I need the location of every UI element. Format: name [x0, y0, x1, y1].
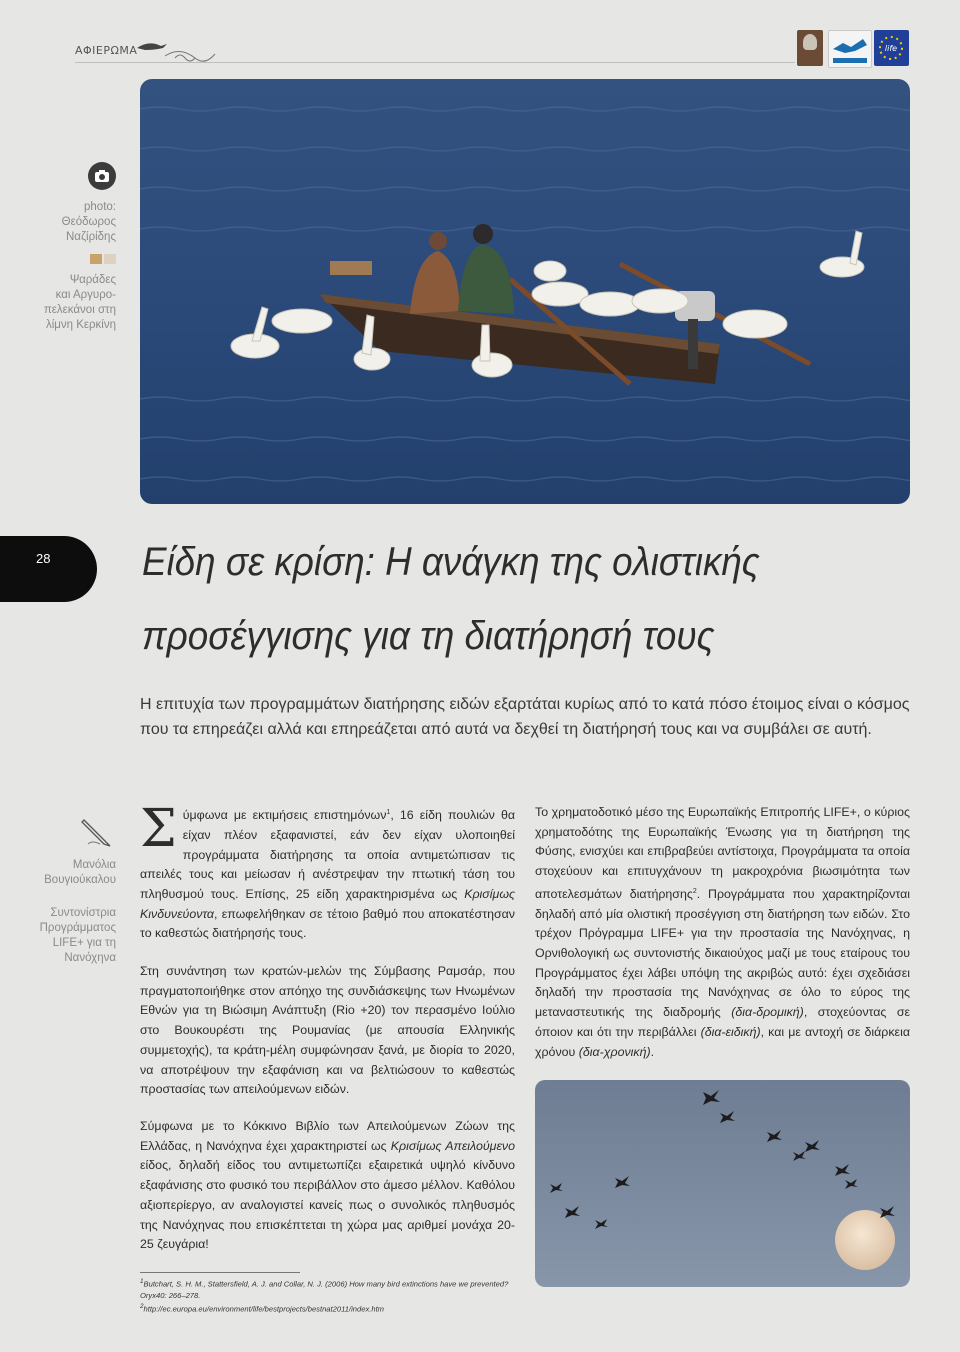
bird-sketch-logo	[135, 36, 220, 68]
author-name-line: Βουγιούκαλου	[44, 874, 116, 886]
photo-credit-name-line-1: Θεόδωρος	[61, 216, 116, 228]
life-eu-logo	[874, 30, 909, 66]
column-1-continued	[140, 1117, 515, 1267]
article-lead: Η επιτυχία των προγραμμάτων διατήρησης ειδών εξαρτάται κυρίως από το κατά πόσο έτοιμος είναι ο κόσμος που τα επηρεάζει αλλά και επηρεάζεται από αυτά να δεχθεί τη διατήρησή τους και να συμβάλει σε αυτή.	[140, 696, 910, 738]
column-1	[140, 799, 515, 1112]
author-role-line: Νανόχηνα	[64, 952, 116, 964]
article-title	[142, 534, 869, 664]
header-rule	[75, 62, 795, 63]
article-title-line-1: Είδη σε κρίση: Η ανάγκη της ολιστικής	[142, 540, 760, 584]
column-2	[535, 803, 910, 1074]
caption-line: πελεκάνοι στη	[43, 304, 116, 316]
photo-caption	[6, 273, 116, 333]
footnote-1: $^1$Butchart, S. H. M., Stattersfield, A. J. and Collar, N. J. (2006) How many bird extinctions have we prevented?	[140, 1278, 509, 1289]
paragraph: Στη συνάντηση των κρατών-μελών της Σύμβασης Ραμσάρ, που πραγματοποιήθηκε στον απόηχο της συνδιάσκεψης των Ηνωμένων Εθνών για τη Βιώσιμη Ανάπτυξη (Rio +20) τον περασμένο Ιούλιο στο Βουκουρέστι της Ρουμανίας (με απουσία Ελληνικής συμμετοχής), τα κράτη-μέλη συμφώνησαν ξανά, με διορία το 2020, να αποτρέψουν την εξαφάνιση και να βελτιώσουν το καθεστώς προστασίας των απειλούμενων ειδών.	[140, 964, 515, 1097]
natura-2000-logo	[828, 30, 872, 68]
paragraph: Σύμφωνα με το Κόκκινο Βιβλίο των Απειλούμενων Ζώων της Ελλάδας, η Νανόχηνα έχει χαρακτηριστεί ως Κρισίμως Απειλούμενο είδος, δηλαδή είδος του αντιμετωπίζει εξαιρετικά υψηλό κίνδυνο εξαφάνισης στο φυσικό του περιβάλλον στο άμεσο μέλλον. Καθόλου αξιοπερίεργο, αν αναλογιστεί κανείς πως ο συνολικός πληθυσμός της Νανόχηνας που επισκέπτεται τη χώρα μας αριθμεί μονάχα 20-25 ζευγάρια!	[140, 1119, 515, 1252]
paragraph: Το χρηματοδοτικό μέσο της Ευρωπαϊκής Επιτροπής LIFE+, ο κύριος χρηματοδότης της Ευρωπαϊκής Ένωσης για τη διατήρηση της Φύσης, ενισχύει και επιβραβεύει αντίστοιχα, Προγράμματα τα οποία στοχεύουν και επιτυγχάνουν τη μακροχρόνια βιωσιμότητα των αποτελεσμάτων διατήρησης$^2$. Προγράμματα που χαρακτηρίζονται δηλαδή από μία ολιστική προσέγγιση στη διατήρηση των ειδών. Στο τρέχον Πρόγραμμα LIFE+ για την προστασία της Νανόχηνας, η Ορνιθολογική ως συντονιστής δικαιούχος μαζί με τους εταίρους του Προγράμματος έχει λάβει υπόψη της ακριβώς αυτό: έχει σχεδιάσει δηλαδή την προστασία της Νανόχηνας σε όλο το εύρος της μεταναστευτικής της διαδρομής (δια-δρομική), στοχεύοντας σε όποιον και ότι την περιβάλλει (δια-ειδική), και με αντοχή σε διάρκεια χρόνου (δια-χρονική).	[535, 805, 911, 1059]
footnote-rule	[140, 1272, 300, 1273]
photo-geese-moon	[535, 1080, 910, 1287]
svg-text:life: life	[884, 44, 898, 53]
author-name-line: Μανόλια	[72, 859, 116, 871]
paragraph: Σύμφωνα με εκτιμήσεις επιστημόνων$^1$, 16 είδη πουλιών θα είχαν πλέον εξαφανιστεί, εάν δεν είχαν υλοποιηθεί προγράμματα διατήρησης τα οποία αντιμετώπισαν τις απειλές τους και μείωσαν ή ανέστρεψαν την πτωτική τάση του πληθυσμού τους. Επίσης, 25 είδη χαρακτηρισμένα ως Κρισίμως Κινδυνεύοντα, επωφελήθηκαν σε τέτοιο βαθμό που αποκατέστησαν το καθεστώς διατήρησής τους.	[140, 799, 515, 941]
footnote-2: $^2$http://ec.europa.eu/environment/life/bestprojects/bestnat2011/index.htm	[140, 1302, 385, 1314]
page-number-tab	[0, 536, 97, 602]
author-role-line: Προγράμματος	[39, 922, 116, 934]
footnotes	[140, 1276, 530, 1314]
caption-line: Ψαράδες	[69, 274, 116, 286]
section-label: ΑΦΙΕΡΩΜΑ	[75, 44, 138, 57]
camera-icon	[88, 162, 116, 190]
caption-line: λίμνη Κερκίνη	[45, 319, 116, 331]
article-title-line-2: προσέγγισης για τη διατήρησή τους	[142, 614, 715, 658]
footnote-1-continued: Oryx40: 266–278.	[140, 1290, 201, 1300]
society-logo	[797, 30, 823, 66]
caption-icon	[90, 254, 116, 264]
pen-icon	[80, 814, 114, 848]
drop-cap: Σ	[140, 799, 177, 859]
photo-credit	[6, 200, 116, 245]
photo-fishermen-pelicans	[140, 79, 910, 504]
author-name	[6, 858, 116, 888]
author-role-line: LIFE+ για τη	[52, 937, 116, 949]
page-number: 28	[36, 551, 51, 566]
author-role-line: Συντονίστρια	[50, 907, 116, 919]
photo-credit-name-line-2: Ναζίρίδης	[65, 231, 116, 243]
photo-credit-label: photo:	[84, 201, 116, 213]
caption-line: και Αργυρο-	[55, 289, 116, 301]
author-role	[6, 906, 116, 966]
